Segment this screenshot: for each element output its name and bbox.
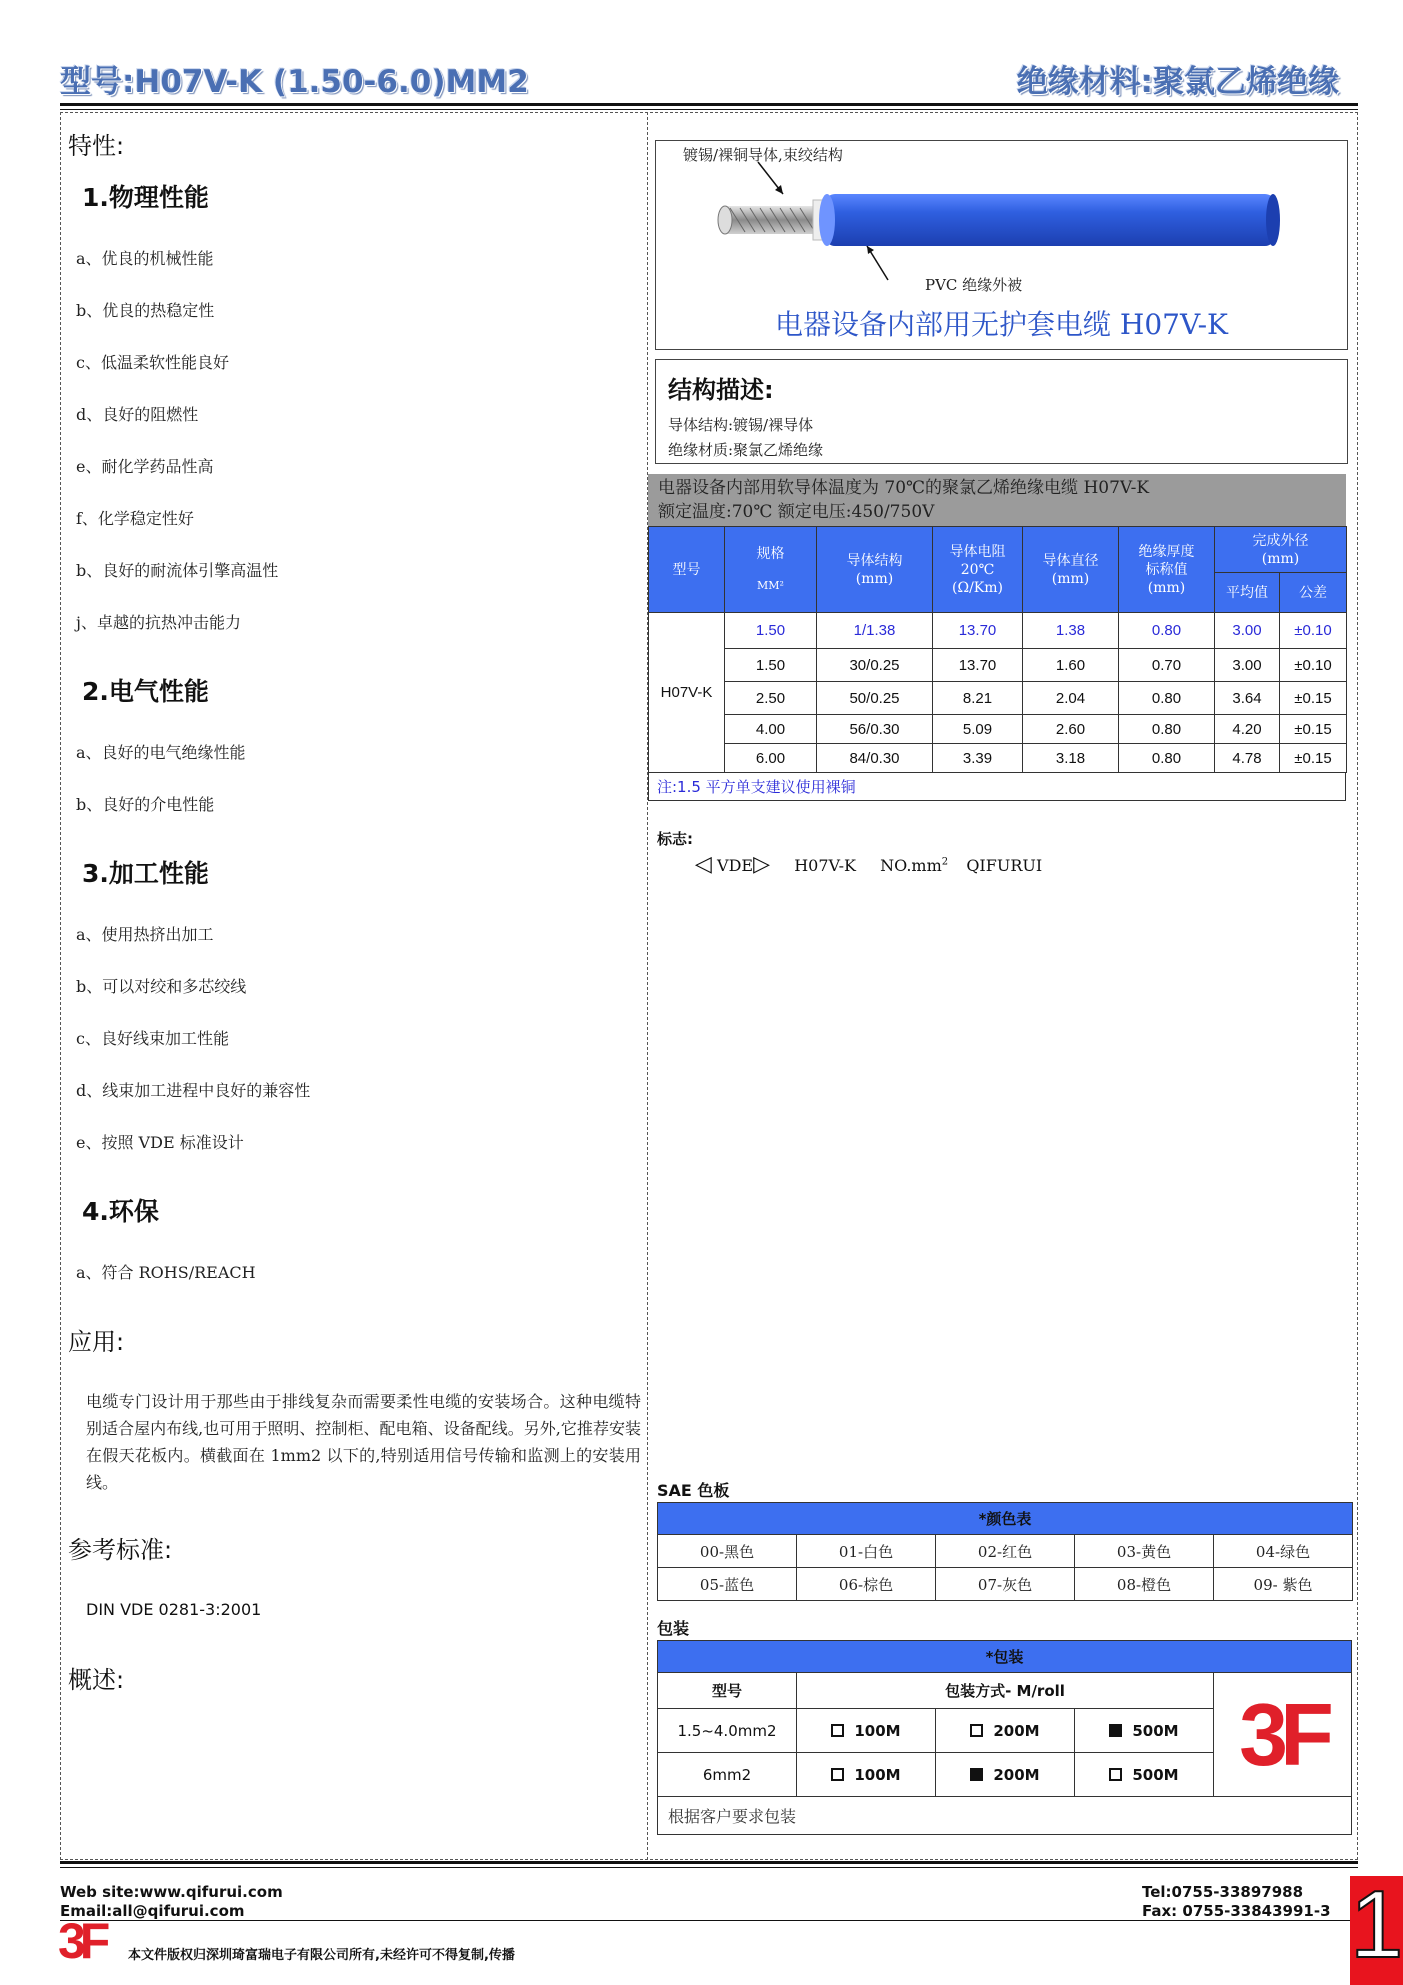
color-cell: 00-黑色: [658, 1535, 797, 1568]
cell-resistance: 8.21: [933, 682, 1023, 715]
marking-vde: VDE: [717, 856, 754, 875]
color-cell: 01-白色: [797, 1535, 936, 1568]
cell-od: 4.78: [1215, 744, 1280, 773]
color-cell: 07-灰色: [936, 1568, 1075, 1601]
cell-diameter: 1.60: [1023, 649, 1119, 682]
doc-title: 型号:H07V-K (1.50-6.0)MM2: [60, 64, 529, 100]
packaging-option-label: 100M: [854, 1765, 901, 1784]
checkbox-icon: [831, 1768, 844, 1781]
col-thickness-unit: (mm): [1147, 579, 1186, 596]
spec-title-line2: 额定温度:70℃ 额定电压:450/750V: [658, 502, 935, 522]
insulation-label: PVC 绝缘外被: [925, 276, 1023, 294]
footer-rule: [60, 1861, 1358, 1864]
section-environment-title: 4.环保: [82, 1197, 159, 1226]
cell-thickness: 0.80: [1119, 715, 1215, 744]
cell-size: 6.00: [725, 744, 817, 773]
packaging-note: 根据客户要求包装: [658, 1797, 1352, 1835]
footer-email: Email:all@qifurui.com: [60, 1902, 245, 1920]
cell-diameter: 2.04: [1023, 682, 1119, 715]
cell-tol: ±0.10: [1280, 613, 1347, 649]
col-thickness-label: 绝缘厚度: [1138, 543, 1195, 560]
triangle-left-icon: ◁: [695, 852, 712, 877]
packaging-table: [657, 1640, 1352, 1835]
color-label: SAE 色板: [657, 1481, 730, 1500]
company-logo: 3F: [1239, 1684, 1326, 1784]
reference-standard: DIN VDE 0281-3:2001: [86, 1600, 262, 1619]
table-row: [658, 1535, 1353, 1568]
cell-diameter: 2.60: [1023, 715, 1119, 744]
list-item: d、线束加工进程中良好的兼容性: [76, 1081, 311, 1100]
col-thickness-sub: 标称值: [1145, 561, 1188, 578]
packaging-option-label: 500M: [1132, 1765, 1179, 1784]
spec-table-block: [648, 474, 1346, 801]
cell-size: 1.50: [725, 613, 817, 649]
cell-od: 3.00: [1215, 613, 1280, 649]
structure-line: 导体结构:镀锡/裸导体: [668, 416, 814, 434]
cell-diameter: 1.38: [1023, 613, 1119, 649]
conductor-label: 镀锡/裸铜导体,束绞结构: [683, 146, 843, 164]
cell-structure: 30/0.25: [817, 649, 933, 682]
list-item: d、良好的阻燃性: [76, 405, 199, 424]
list-item: b、优良的热稳定性: [76, 301, 215, 320]
application-text: 电缆专门设计用于那些由于排线复杂而需要柔性电缆的安装场合。这种电缆特别适合屋内布线,也可用于照明、控制柜、配电箱、设备配线。另外,它推荐安装在假天花板内。横截面在 1mm2 以下的,特别适用信号传输和监测上的安装用线。: [86, 1392, 641, 1492]
packaging-option-label: 200M: [993, 1721, 1040, 1740]
structure-title: 结构描述:: [668, 376, 774, 404]
list-item: a、优良的机械性能: [76, 249, 214, 268]
packaging-col-model: 型号: [658, 1673, 797, 1709]
model-value: H07V-K: [660, 683, 713, 701]
list-item: e、按照 VDE 标准设计: [76, 1133, 244, 1152]
table-row: [649, 613, 1347, 649]
model-cell: [649, 613, 725, 773]
application-heading: 应用:: [68, 1328, 125, 1356]
color-cell: 09- 紫色: [1214, 1568, 1353, 1601]
col-od-unit: (mm): [1261, 550, 1300, 567]
footer-copyright: 本文件版权归深圳琦富瑞电子有限公司所有,未经许可不得复制,传播: [128, 1948, 515, 1963]
packaging-option: [1075, 1753, 1214, 1797]
table-row: [658, 1568, 1353, 1601]
list-item: j、卓越的抗热冲击能力: [76, 613, 241, 632]
color-cell: 02-红色: [936, 1535, 1075, 1568]
footer-rule-thin: [60, 1867, 1358, 1868]
col-structure: [817, 527, 933, 613]
section-physical-title: 1.物理性能: [82, 183, 209, 212]
list-item: e、耐化学药品性高: [76, 457, 214, 476]
color-cell: 04-绿色: [1214, 1535, 1353, 1568]
cell-od: 4.20: [1215, 715, 1280, 744]
header-rule: [60, 103, 1358, 106]
cell-structure: 56/0.30: [817, 715, 933, 744]
cell-structure: 1/1.38: [817, 613, 933, 649]
cell-resistance: 3.39: [933, 744, 1023, 773]
table-row: [649, 682, 1347, 715]
table-row: [649, 649, 1347, 682]
header-rule-thin: [60, 109, 1358, 110]
packaging-option-label: 200M: [993, 1765, 1040, 1784]
marking-brand: QIFURUI: [966, 856, 1043, 875]
checkbox-icon: [1109, 1768, 1122, 1781]
footer-fax: Fax: 0755-33843991-3: [1142, 1902, 1331, 1920]
section-processing-title: 3.加工性能: [82, 859, 209, 888]
marking-label: 标志:: [657, 830, 693, 848]
color-cell: 05-蓝色: [658, 1568, 797, 1601]
list-item: a、使用热挤出加工: [76, 925, 214, 944]
section-electrical-title: 2.电气性能: [82, 677, 209, 706]
packaging-model: 6mm2: [658, 1753, 797, 1797]
cell-thickness: 0.80: [1119, 744, 1215, 773]
cell-thickness: 0.80: [1119, 682, 1215, 715]
col-model: 型号: [649, 527, 725, 613]
table-row: [649, 715, 1347, 744]
packaging-option: [1075, 1709, 1214, 1753]
cell-thickness: 0.70: [1119, 649, 1215, 682]
packaging-option: [797, 1709, 936, 1753]
triangle-right-icon: ▷: [753, 852, 770, 877]
col-od-tol: 公差: [1280, 573, 1347, 613]
page-number: 1: [1350, 1871, 1403, 1978]
color-table-title: *颜色表: [658, 1503, 1353, 1535]
footer-website: Web site:www.qifurui.com: [60, 1883, 283, 1901]
col-resistance-temp: 20℃: [960, 561, 995, 578]
packaging-option-label: 500M: [1132, 1721, 1179, 1740]
table-row: [649, 744, 1347, 773]
col-size-label: 规格: [756, 545, 785, 562]
cell-tol: ±0.10: [1280, 649, 1347, 682]
structure-line: 绝缘材质:聚氯乙烯绝缘: [668, 441, 824, 459]
cell-size: 4.00: [725, 715, 817, 744]
packaging-label: 包装: [657, 1619, 690, 1638]
col-resistance-unit: (Ω/Km): [952, 579, 1003, 596]
reference-heading: 参考标准:: [68, 1536, 173, 1564]
footer-tel: Tel:0755-33897988: [1142, 1883, 1304, 1901]
cell-diameter: 3.18: [1023, 744, 1119, 773]
col-size: [725, 527, 817, 613]
list-item: c、良好线束加工性能: [76, 1029, 229, 1048]
overview-heading: 概述:: [68, 1666, 125, 1694]
cell-structure: 50/0.25: [817, 682, 933, 715]
cable-caption: 电器设备内部用无护套电缆 H07V-K: [775, 308, 1228, 341]
list-item: f、化学稳定性好: [76, 509, 194, 528]
spec-table: [648, 526, 1347, 773]
insulation-title: 绝缘材料:聚氯乙烯绝缘: [1016, 64, 1339, 100]
checkbox-checked-icon: [1109, 1724, 1122, 1737]
col-resistance-label: 导体电阻: [949, 543, 1006, 560]
footer-divider: [60, 1920, 1350, 1921]
color-cell: 03-黄色: [1075, 1535, 1214, 1568]
col-od-avg: 平均值: [1215, 573, 1280, 613]
cell-size: 1.50: [725, 649, 817, 682]
packaging-option: [936, 1753, 1075, 1797]
cell-tol: ±0.15: [1280, 744, 1347, 773]
cell-structure: 84/0.30: [817, 744, 933, 773]
color-table: [657, 1502, 1353, 1601]
col-diameter: [1023, 527, 1119, 613]
cell-tol: ±0.15: [1280, 682, 1347, 715]
cell-resistance: 13.70: [933, 649, 1023, 682]
col-od: [1215, 527, 1347, 573]
col-resistance: [933, 527, 1023, 613]
packaging-option: [936, 1709, 1075, 1753]
list-item: c、低温柔软性能良好: [76, 353, 229, 372]
spec-table-header: [648, 474, 1346, 526]
packaging-option-label: 100M: [854, 1721, 901, 1740]
color-cell: 06-棕色: [797, 1568, 936, 1601]
characteristics-heading: 特性:: [68, 132, 125, 160]
list-item: a、良好的电气绝缘性能: [76, 743, 246, 762]
marking-line: [695, 852, 1042, 877]
footer-logo: 3F: [58, 1913, 105, 1969]
list-item: b、可以对绞和多芯绞线: [76, 977, 247, 996]
color-cell: 08-橙色: [1075, 1568, 1214, 1601]
packaging-option: [797, 1753, 936, 1797]
marking-model: H07V-K: [794, 856, 856, 875]
cell-thickness: 0.80: [1119, 613, 1215, 649]
cell-od: 3.64: [1215, 682, 1280, 715]
checkbox-checked-icon: [970, 1768, 983, 1781]
packaging-logo-cell: [1214, 1673, 1352, 1797]
list-item: b、良好的介电性能: [76, 795, 215, 814]
col-od-label: 完成外径: [1252, 532, 1309, 549]
list-item: a、符合 ROHS/REACH: [76, 1263, 256, 1282]
marking-size: NO.mm: [880, 856, 942, 875]
cell-tol: ±0.15: [1280, 715, 1347, 744]
cell-od: 3.00: [1215, 649, 1280, 682]
column-divider: [647, 112, 648, 1860]
col-structure-unit: (mm): [855, 570, 894, 587]
marking-size-sup: 2: [941, 856, 949, 868]
cell-resistance: 5.09: [933, 715, 1023, 744]
cell-size: 2.50: [725, 682, 817, 715]
col-diameter-unit: (mm): [1051, 570, 1090, 587]
spec-note: 注:1.5 平方单支建议使用裸铜: [648, 773, 1346, 801]
col-diameter-label: 导体直径: [1042, 552, 1099, 569]
packaging-table-title: *包装: [658, 1641, 1352, 1673]
list-item: b、良好的耐流体引擎高温性: [76, 561, 279, 580]
checkbox-icon: [831, 1724, 844, 1737]
col-size-unit: MM²: [757, 578, 784, 592]
packaging-model: 1.5~4.0mm2: [658, 1709, 797, 1753]
checkbox-icon: [970, 1724, 983, 1737]
cell-resistance: 13.70: [933, 613, 1023, 649]
col-structure-label: 导体结构: [846, 552, 903, 569]
packaging-col-method: 包装方式- M/roll: [797, 1673, 1214, 1709]
col-thickness: [1119, 527, 1215, 613]
spec-title-line1: 电器设备内部用软导体温度为 70℃的聚氯乙烯绝缘电缆 H07V-K: [658, 478, 1150, 498]
